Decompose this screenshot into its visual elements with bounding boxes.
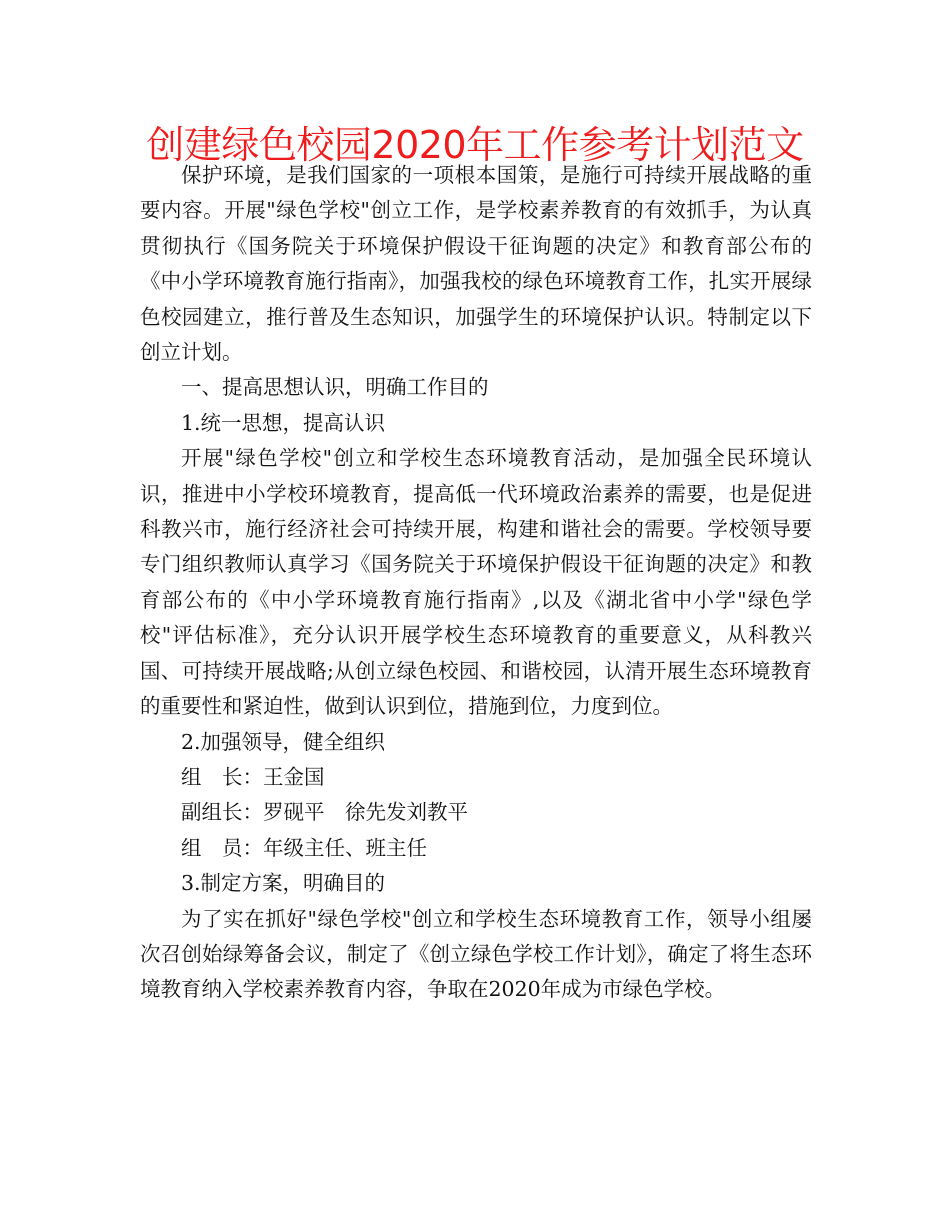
paragraph-awareness: 开展"绿色学校"创立和学校生态环境教育活动，是加强全民环境认识，推进中小学校环境教育，提高低一代环境政治素养的需要，也是促进科教兴市，施行经济社会可持续开展，构建和谐社会的需要。学校领导要专门组织教师认真学习《国务院关于环境保护假设干征询题的决定》和教育部公布的《中小学环境教育施行指南》,以及《湖北省中小学"绿色学校"评估标准》，充分认识开展学校生态环境教育的重要意义，从科教兴国、可持续开展战略;从创立绿色校园、和谐校园，认清开展生态环境教育的重要性和紧迫性，做到认识到位，措施到位，力度到位。 [140,446,812,719]
paragraph-intro: 保护环境，是我们国家的一项根本国策，是施行可持续开展战略的重要内容。开展"绿色学校"创立工作，是学校素养教育的有效抓手，为认真贯彻执行《国务院关于环境保护假设干征询题的决定》和教育部公布的《中小学环境教育施行指南》，加强我校的绿色环境教育工作，扎实开展绿色校园建立，推行普及生态知识，加强学生的环境保护认识。特制定以下创立计划。 [140,163,812,365]
subheading-2: 2.加强领导，健全组织 [181,729,386,754]
document-title: 创建绿色校园2020年工作参考计划范文 [146,123,804,167]
roster-deputy: 副组长：罗砚平 徐先发刘教平 [181,800,468,825]
roster-leader: 组 长：王金国 [181,764,325,789]
roster-members: 组 员：年级主任、班主任 [181,835,427,860]
document-body [140,158,812,1008]
section-heading-1: 一、提高思想认识，明确工作目的 [181,375,489,400]
subheading-3: 3.制定方案，明确目的 [181,871,386,896]
paragraph-plan: 为了实在抓好"绿色学校"创立和学校生态环境教育工作，领导小组屡次召创始绿筹备会议，制定了《创立绿色学校工作计划》，确定了将生态环境教育纳入学校素养教育内容，争取在2020年成为市绿色学校。 [140,906,812,1002]
subheading-1: 1.统一思想，提高认识 [181,410,386,435]
